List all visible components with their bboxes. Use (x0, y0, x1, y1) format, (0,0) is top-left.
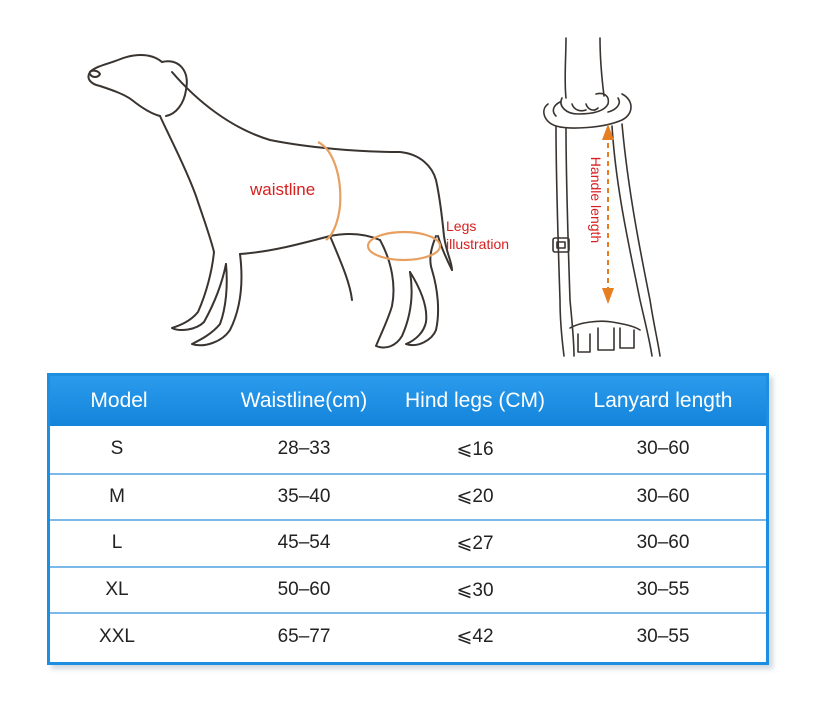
cell-model: S (110, 438, 124, 460)
table-row (50, 473, 766, 520)
handle-length-label: Handle length (588, 156, 604, 244)
cell-waistline: 65–77 (277, 625, 331, 647)
cell-waistline: 50–60 (277, 579, 331, 601)
table-header (50, 376, 766, 426)
table-row (50, 426, 766, 473)
header-waistline: Waistline(cm) (240, 389, 368, 412)
header-hind-legs: Hind legs (CM) (404, 389, 546, 412)
table-row (50, 519, 766, 566)
table-row (50, 612, 766, 659)
header-lanyard-length: Lanyard length (593, 389, 733, 412)
cell-waistline: 35–40 (277, 485, 331, 507)
table-row (50, 566, 766, 613)
header-model: Model (90, 389, 148, 412)
waist-ring (318, 142, 340, 240)
legs-label-line2: illustration (446, 236, 510, 252)
cell-lanyard-length: 30–55 (636, 579, 690, 601)
cell-model: L (111, 532, 123, 554)
cell-hind-legs: ⩽20 (456, 486, 494, 508)
cell-lanyard-length: 30–60 (636, 532, 690, 554)
cell-lanyard-length: 30–60 (636, 485, 690, 507)
cell-hind-legs: ⩽30 (456, 579, 494, 601)
dog-outline (88, 55, 452, 348)
cell-waistline: 45–54 (277, 532, 331, 554)
waistline-label: waistline (250, 180, 316, 199)
cell-waistline: 28–33 (277, 438, 331, 460)
cell-hind-legs: ⩽16 (456, 438, 494, 460)
legs-label-line1: Legs (446, 218, 477, 234)
cell-lanyard-length: 30–55 (636, 625, 690, 647)
cell-hind-legs: ⩽42 (456, 626, 494, 648)
cell-model: XXL (99, 625, 135, 647)
cell-model: M (109, 485, 125, 507)
table-body (50, 426, 766, 659)
cell-model: XL (105, 579, 129, 601)
cell-lanyard-length: 30–60 (636, 438, 690, 460)
legs-ring (368, 232, 440, 260)
size-table (47, 373, 769, 665)
legs-illustration-label (446, 217, 509, 253)
cell-hind-legs: ⩽27 (456, 532, 494, 554)
